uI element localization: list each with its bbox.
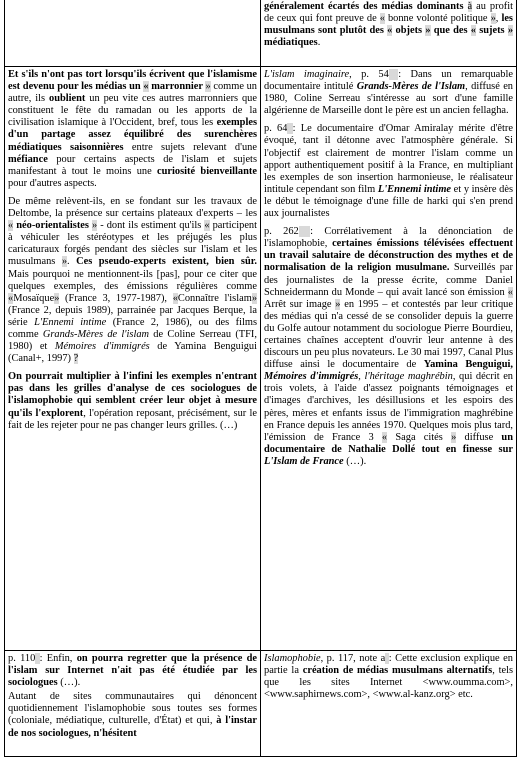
row2-left-p2: Autant de sites communautaires qui dénoncent quotidiennement l'islamophobie sous toutes ses formes (coloniale, médiatique, culturelle, d'État) et qui, à l'instar de nos sociologues, n'hésitent: [8, 691, 257, 739]
row1-right-p1: L'islam imaginaire, p. 54 : Dans un remarquable documentaire intitulé Grands-Mères de l'Islam, diffusé en 1980, Coline Serreau s'intéresse au sort d'une famille algérienne de Marseille dont le père est un ancien fellagha.: [264, 69, 513, 117]
row1-left-p1: Et s'ils n'ont pas tort lorsqu'ils écrivent que l'islamisme est devenu pour les médias un « marronnier » comme un autre, ils oublient un peu vite ces autres marronniers que constituent le fête du ramadan ou les apports de la civilisation islamique à l'Occident, bref, tous les exemples d'un partage assez équilibré des surenchères médiatiques saisonnières entre sujets relevant d'une méfiance pour certains aspects de l'islam et sujets manifestant à tout le moins une curiosité bienveillante pour d'autres aspects.: [8, 69, 258, 189]
row1-right-p2: p. 64 : Le documentaire d'Omar Amiralay mérite d'être évoqué, tant il détonne avec l'atmosphère générale. Si l'objectif est clairement de montrer l'islam comme un apport authentiquement positif à la France, en multipliant les exemples de son insertion harmonieuse, le réalisateur intitule cependant son film L'Ennemi intime et y insère dès le début le témoignage d'une fille de harki qui s'en prend aux journalistes: [264, 123, 513, 220]
row0-left-cell: [5, 0, 261, 67]
comparison-table: [4, 0, 517, 757]
row2-right-p1: Islamophobie, p. 117, note a : Cette exclusion explique en partie la création de médias musulmans alternatifs, tels que les sites Internet <www.oumma.com>, <www.saphirnews.com>, <www.al-kanz.org> etc.: [264, 653, 513, 701]
row2-right-cell: [261, 651, 517, 757]
table-row: [5, 651, 517, 757]
table-row: [5, 67, 517, 651]
row2-left-p1: p. 110 : Enfin, on pourra regretter que la présence de l'islam sur Internet n'ait pas été étudiée par les sociologues (…).: [8, 653, 258, 689]
table-row: [5, 0, 517, 67]
row1-right-p3: p. 262 : Corrélativement à la dénonciation de l'islamophobie, certaines émissions télévisées effectuent un travail salutaire de déconstruction des mythes et de normalisation de la religion musulmane. Surveillés par des journalistes de la presse écrite, comme Daniel Schneidermann du Monde – qui avait lancé son émission « Arrêt sur image » en 1995 – et contestés par leur critique des médias qui n'a cessé de se consolider depuis la guerre du Golfe autour notamment du sociologue Pierre Bourdieu, certaines chaînes acceptent d'ouvrir leur antenne à des discours un peu plus novateurs. Le 30 mai 1997, Canal Plus diffuse ainsi le documentaire de Yamina Benguigui, Mémoires d'immigrés, l'héritage maghrébin, qui décrit en trois volets, à l'aide d'assez poignants témoignages et d'images d'archives, les désillusions et les espoirs des pères, mères et enfants issus de l'immigration maghrébine en France depuis les années 1970. Quelques mois plus tard, l'émission de France 3 « Saga cités » diffuse un documentaire de Nathalie Dollé tout en finesse sur L'Islam de France (…).: [264, 226, 514, 467]
row1-left-cell: [5, 67, 261, 651]
row2-left-cell: [5, 651, 261, 757]
row1-left-p2: De même relèvent-ils, en se fondant sur les travaux de Deltombe, la présence sur certains plateaux d'experts – les « néo-orientalistes » - dont ils estiment qu'ils « participent à véhiculer les stéréotypes et les préjugés les plus caricaturaux forgés pendant des siècles sur l'islam et les musulmans ». Ces pseudo-experts existent, bien sûr. Mais pourquoi ne mentionnent-ils [pas], pour ce citer que quelques exemples, des émissions régulières comme «Mosaïque» (France 3, 1977-1987), «Connaître l'islam» (France 2, depuis 1989), parrainée par Jacques Berque, la série L'Ennemi intime (France 2, 1986), ou des films comme Grands-Mères de l'islam de Coline Serreau (TFI, 1980) et Mémoires d'immigrés de Yamina Benguigui (Canal+, 1997) ?: [8, 195, 258, 365]
row0-right-text: généralement écartés des médias dominants à au profit de ceux qui font preuve de « bonne volonté politique », les musulmans sont plutôt des « objets » que des « sujets » médiatiques.: [264, 1, 514, 49]
row1-right-cell: [261, 67, 517, 651]
row1-left-p3: On pourrait multiplier à l'infini les exemples n'entrant pas dans les grilles d'analyse de ces sociologues de l'islamophobie qui semblent créer leur objet à mesure qu'ils l'explorent, l'opération reposant, précisément, sur le fait de les rejeter pour ne pas changer leurs grilles. (…): [8, 371, 258, 431]
row0-right-cell: [261, 0, 517, 67]
